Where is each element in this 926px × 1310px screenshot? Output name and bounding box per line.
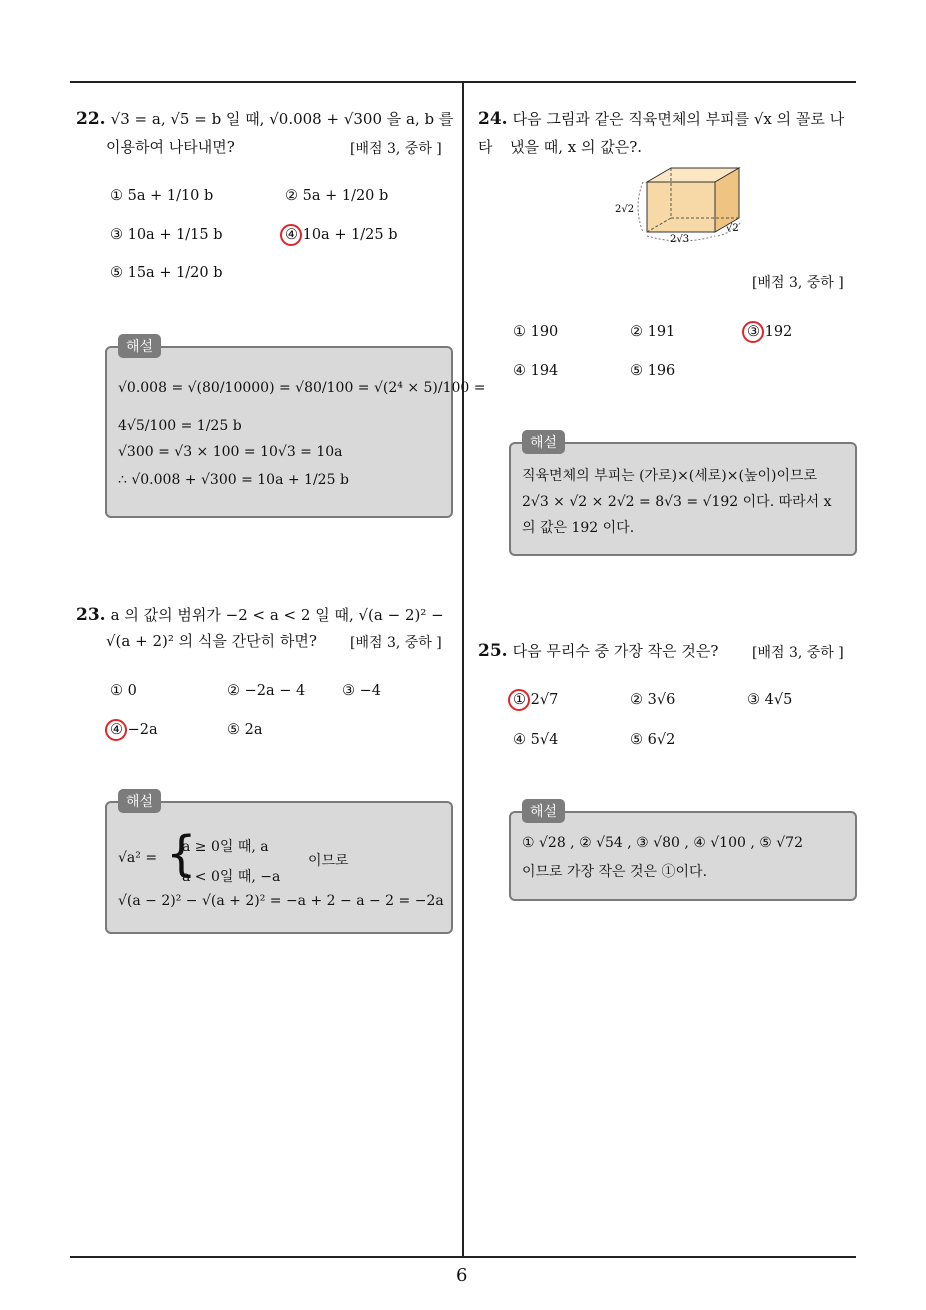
- choice-4[interactable]: ④ 194: [513, 363, 559, 379]
- dimension-arc: [638, 182, 643, 232]
- question-meta: [배점 3, 중하 ]: [752, 275, 844, 291]
- solution-line: √0.008 = √(80/10000) = √80/100 = √(2⁴ × 5)/100 =: [118, 380, 486, 396]
- solution-tag: 해설: [522, 430, 565, 454]
- question-text-line1: 다음 무리수 중 가장 작은 것은?: [512, 642, 719, 660]
- solution-line: 이므로 가장 작은 것은 ①이다.: [522, 864, 708, 880]
- solution-line: 이므로: [308, 853, 349, 869]
- figure-label-width: 2√3: [670, 234, 690, 245]
- choice-1[interactable]: ① 190: [513, 324, 559, 340]
- question-text-line2: 이용하여 나타내면?: [106, 138, 235, 156]
- answer-circle: [508, 689, 530, 711]
- question-number: 24.: [478, 109, 508, 129]
- question-text-line1: 다음 그림과 같은 직육면체의 부피를 √x 의 꼴로 나타: [478, 110, 845, 156]
- choice-1[interactable]: ① 0: [110, 683, 137, 699]
- question-meta: [배점 3, 중하 ]: [752, 645, 844, 661]
- solution-tag: 해설: [522, 799, 565, 823]
- cuboid-front-face: [647, 182, 715, 232]
- question-text-line2: 냈을 때, x 의 값은?.: [510, 138, 643, 156]
- solution-line: ① √28 , ② √54 , ③ √80 , ④ √100 , ⑤ √72: [522, 835, 803, 851]
- solution-line: 직육면체의 부피는 (가로)×(세로)×(높이)이므로: [522, 468, 818, 484]
- choice-2[interactable]: ② 5a + 1/20 b: [285, 188, 389, 204]
- choice-2[interactable]: ② 3√6: [630, 692, 676, 708]
- choice-3[interactable]: ③ −4: [342, 683, 381, 699]
- solution-line: √(a − 2)² − √(a + 2)² = −a + 2 − a − 2 = −2a: [118, 893, 444, 909]
- bottom-rule: [70, 1256, 856, 1258]
- choice-4[interactable]: ④ 5√4: [513, 732, 559, 748]
- question-text-line1: a 의 값의 범위가 −2 < a < 2 일 때, √(a − 2)² −: [110, 606, 444, 624]
- question-meta: [배점 3, 중하 ]: [350, 635, 442, 651]
- column-divider: [462, 83, 464, 1258]
- solution-line: 4√5/100 = 1/25 b: [118, 418, 242, 434]
- choice-5[interactable]: ⑤ 6√2: [630, 732, 676, 748]
- solution-line: 의 값은 192 이다.: [522, 520, 635, 536]
- solution-box: [509, 811, 857, 901]
- brace: {: [166, 826, 197, 882]
- choice-2[interactable]: ② 191: [630, 324, 676, 340]
- choice-4[interactable]: ④ 10a + 1/25 b: [285, 227, 398, 243]
- solution-line: ∴ √0.008 + √300 = 10a + 1/25 b: [118, 472, 349, 488]
- figure-label-height: 2√2: [615, 204, 635, 215]
- solution-line: √a² =: [118, 850, 158, 866]
- choice-1[interactable]: ① 5a + 1/10 b: [110, 188, 214, 204]
- choice-2[interactable]: ② −2a − 4: [227, 683, 306, 699]
- choice-4[interactable]: ④ −2a: [110, 722, 158, 738]
- question-meta: [배점 3, 중하 ]: [350, 141, 442, 157]
- page-number: 6: [456, 1265, 468, 1286]
- question-number: 22.: [76, 109, 106, 129]
- solution-line: √300 = √3 × 100 = 10√3 = 10a: [118, 444, 343, 460]
- question-25: [478, 637, 758, 665]
- choice-3[interactable]: ③ 10a + 1/15 b: [110, 227, 223, 243]
- cuboid-figure: [615, 160, 755, 250]
- figure-label-depth: √2: [726, 223, 739, 234]
- solution-line: a < 0일 때, −a: [182, 869, 281, 885]
- solution-line: a ≥ 0일 때, a: [182, 839, 269, 855]
- answer-circle: [280, 224, 302, 246]
- choice-5[interactable]: ⑤ 196: [630, 363, 676, 379]
- question-number: 25.: [478, 641, 508, 661]
- solution-tag: 해설: [118, 789, 161, 813]
- choice-3[interactable]: ③ 4√5: [747, 692, 793, 708]
- choice-5[interactable]: ⑤ 2a: [227, 722, 263, 738]
- answer-circle: [105, 719, 127, 741]
- question-22: [76, 105, 456, 133]
- choice-3[interactable]: ③ 192: [747, 324, 793, 340]
- question-text-line2: √(a + 2)² 의 식을 간단히 하면?: [106, 632, 317, 650]
- solution-line: 2√3 × √2 × 2√2 = 8√3 = √192 이다. 따라서 x: [522, 494, 832, 510]
- solution-tag: 해설: [118, 334, 161, 358]
- question-text-line1: √3 = a, √5 = b 일 때, √0.008 + √300 을 a, b 를: [110, 110, 454, 128]
- question-23: [76, 601, 456, 629]
- answer-circle: [742, 321, 764, 343]
- choice-1[interactable]: ① 2√7: [513, 692, 559, 708]
- choice-5[interactable]: ⑤ 15a + 1/20 b: [110, 265, 223, 281]
- question-number: 23.: [76, 605, 106, 625]
